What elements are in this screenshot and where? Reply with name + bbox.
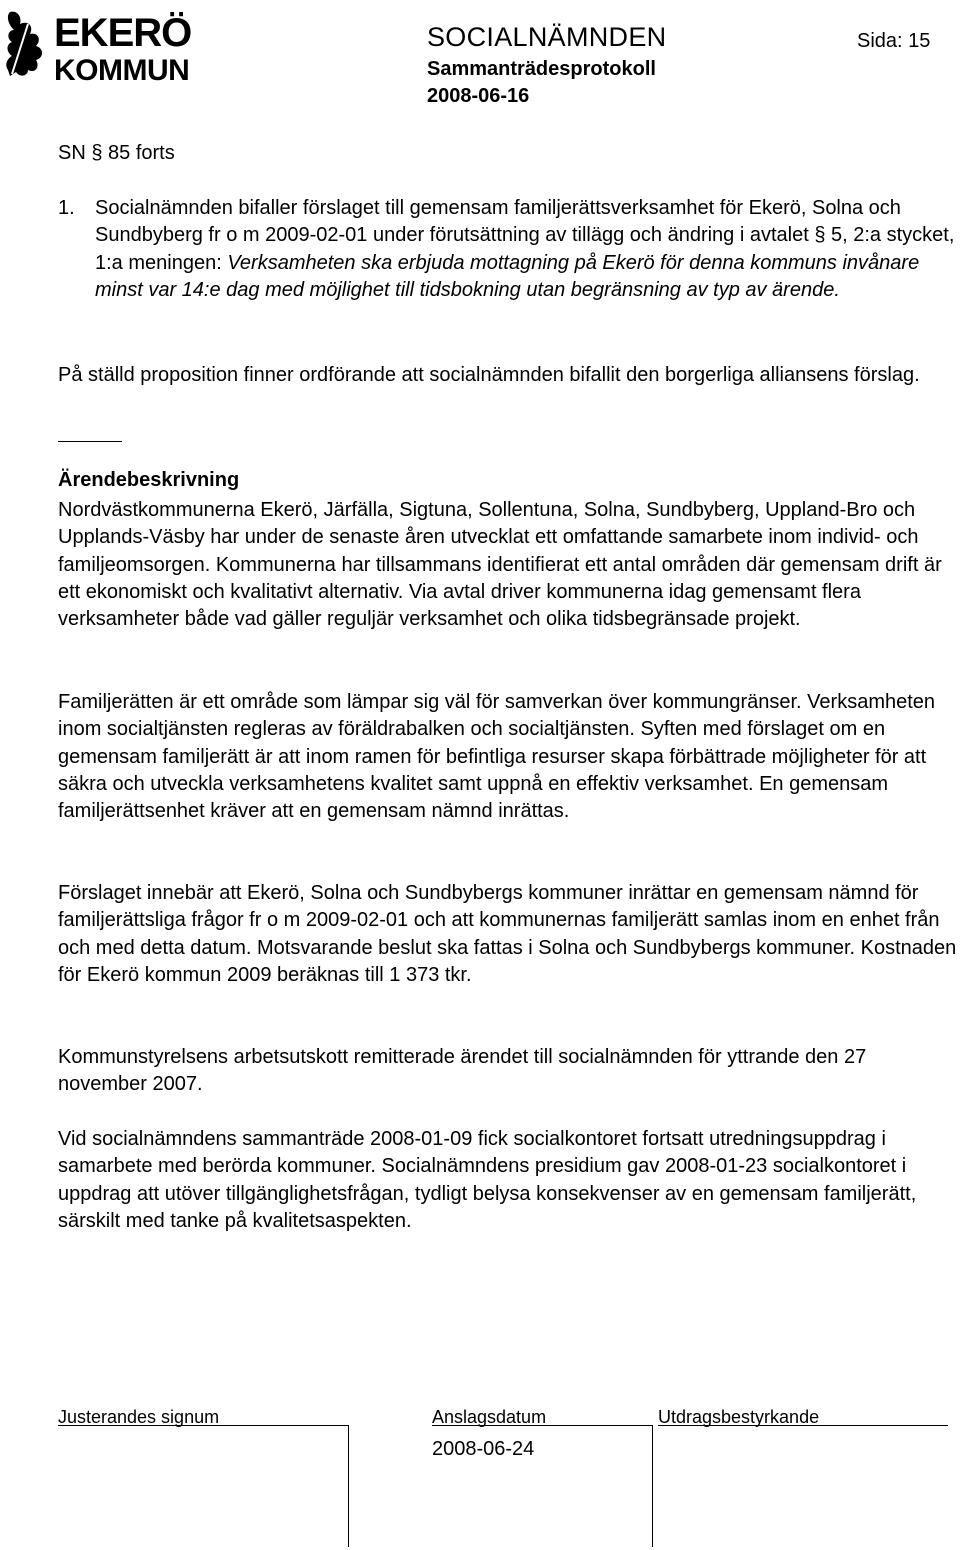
separator-line bbox=[58, 441, 122, 442]
decision-item-text bbox=[95, 195, 960, 304]
proposition-paragraph: På ställd proposition finner ordförande att socialnämnden bifallit den borgerliga alliansens förslag. bbox=[58, 364, 920, 386]
organization-name: SOCIALNÄMNDEN bbox=[427, 22, 667, 52]
paragraph-1: Nordvästkommunerna Ekerö, Järfälla, Sigtuna, Sollentuna, Solna, Sundbyberg, Uppland-Bro och Upplands-Väsby har under de senaste åren utvecklat ett omfattande samarbete inom individ- och familjeomsorgen. Kommunerna har tillsammans identifierat ett antal områden där gemensam drift är ett ekonomiskt och kvalitativt alternativ. Via avtal driver kommunerna idag gemensamt flera verksamheter både vad gäller reguljär verksamhet och olika tidsbegränsade projekt. bbox=[58, 499, 942, 631]
paragraph-3: Förslaget innebär att Ekerö, Solna och Sundbybergs kommuner inrättar en gemensam nämnd för familjerättsliga frågor fr o m 2009-02-01 och att kommunernas familjerätt samlas inom en enhet från och med detta datum. Motsvarande beslut ska fattas i Solna och Sundbybergs kommuner. Kostnaden för Ekerö kommun 2009 beräknas till 1 373 tkr. bbox=[58, 882, 957, 986]
posting-date-label: Anslagsdatum bbox=[432, 1407, 547, 1427]
meeting-date: 2008-06-16 bbox=[427, 85, 530, 107]
decision-item-number: 1. bbox=[58, 197, 75, 219]
extract-line bbox=[658, 1425, 948, 1426]
paragraph-5: Vid socialnämndens sammanträde 2008-01-09 fick socialkontoret fortsatt utredningsuppdrag i samarbete med berörda kommuner. Socialnämndens presidium gav 2008-01-23 socialkontoret i uppdrag att utöver tillgänglighetsfrågan, tydligt belysa konsekvenser av en gemensam familjerätt, särskilt med tanke på kvalitetsaspekten. bbox=[58, 1128, 917, 1232]
ekero-kommun-logo bbox=[2, 4, 224, 84]
posting-date: 2008-06-24 bbox=[432, 1438, 535, 1460]
page-number: Sida: 15 bbox=[857, 30, 931, 52]
posting-date-line bbox=[432, 1425, 652, 1426]
logo-wordmark-ekero: EKERÖ bbox=[54, 11, 192, 55]
section-reference: SN § 85 forts bbox=[58, 142, 175, 164]
document-type: Sammanträdesprotokoll bbox=[427, 58, 656, 80]
decision-text-italic: Verksamheten ska erbjuda mottagning på Ekerö för denna kommuns invånare minst var 14:e dag med möjlighet till tidsbokning utan begränsning av typ av ärende. bbox=[95, 251, 920, 301]
paragraph-2: Familjerätten är ett område som lämpar sig väl för samverkan över kommungränser. Verksamheten inom socialtjänsten regleras av föräldrabalken och socialtjänsten. Syften med förslaget om en gemensam familjerätt är att inom ramen för befintliga resurser skapa förbättrade möjligheter för att säkra och utveckla verksamhetens kvalitet samt uppnå en effektiv verksamhet. En gemensam familjerättsenhet kräver att en gemensam nämnd inrättas. bbox=[58, 691, 936, 823]
decision-text-regular: Socialnämnden bifaller förslaget till gemensam familjerättsverksamhet för Ekerö, Solna och Sundbyberg fr o m 2009-02-01 under förutsättning av tillägg och ändring i avtalet § 5, 2:a stycket, 1:a meningen: bbox=[95, 197, 955, 274]
signature-box-divider bbox=[348, 1425, 349, 1547]
signature-box-line bbox=[58, 1425, 348, 1426]
oak-leaf-icon bbox=[6, 12, 42, 76]
posting-date-divider bbox=[652, 1425, 653, 1547]
paragraph-4: Kommunstyrelsens arbetsutskott remitterade ärendet till socialnämnden för yttrande den 27 november 2007. bbox=[58, 1046, 867, 1096]
extract-certification-label: Utdragsbestyrkande bbox=[658, 1407, 820, 1427]
signature-label: Justerandes signum bbox=[58, 1407, 220, 1427]
logo-wordmark-kommun: KOMMUN bbox=[54, 54, 190, 84]
section-heading: Ärendebeskrivning bbox=[58, 469, 240, 491]
